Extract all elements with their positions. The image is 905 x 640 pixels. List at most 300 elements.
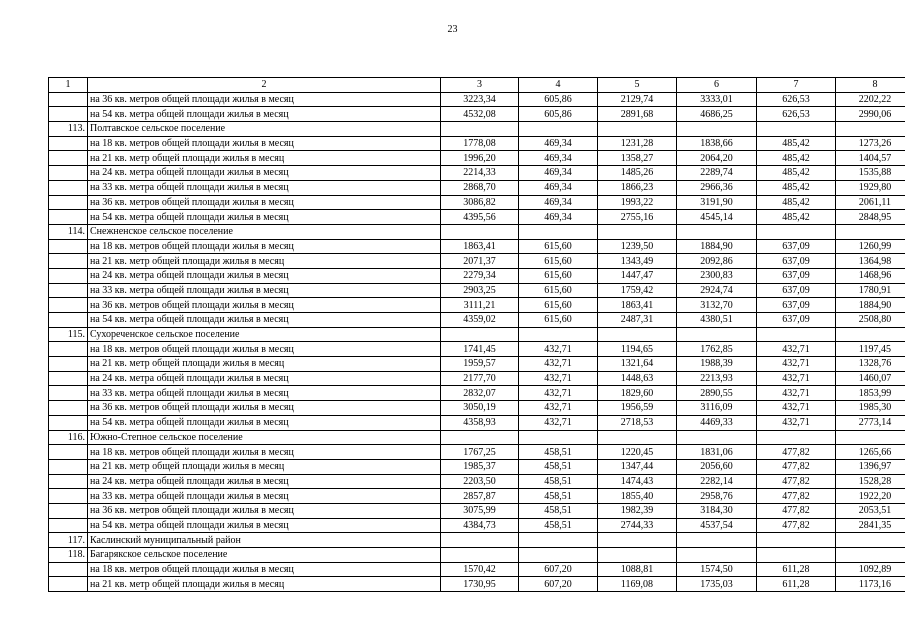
value-cell-col-3: 2214,33 bbox=[441, 166, 519, 181]
table-row bbox=[49, 107, 905, 122]
value-cell-col-8: 2773,14 bbox=[836, 415, 905, 430]
value-cell-col-7: 485,42 bbox=[757, 195, 836, 210]
header-cell: 5 bbox=[598, 78, 677, 93]
row-number bbox=[49, 518, 88, 533]
value-cell-col-5: 1982,39 bbox=[598, 503, 677, 518]
value-cell-col-7: 485,42 bbox=[757, 136, 836, 151]
row-name: Сухореченское сельское поселение bbox=[88, 327, 441, 342]
value-cell-col-8 bbox=[836, 548, 905, 563]
value-cell-col-3: 1996,20 bbox=[441, 151, 519, 166]
value-cell-col-6 bbox=[677, 122, 757, 137]
value-cell-col-7: 637,09 bbox=[757, 313, 836, 328]
table-row bbox=[49, 548, 905, 563]
table-row bbox=[49, 313, 905, 328]
value-cell-col-5: 1343,49 bbox=[598, 254, 677, 269]
value-cell-col-6: 2213,93 bbox=[677, 371, 757, 386]
table-row bbox=[49, 180, 905, 195]
value-cell-col-5: 1448,63 bbox=[598, 371, 677, 386]
header-cell: 1 bbox=[49, 78, 88, 93]
value-cell-col-7: 432,71 bbox=[757, 357, 836, 372]
row-number: 115. bbox=[49, 327, 88, 342]
value-cell-col-3: 1741,45 bbox=[441, 342, 519, 357]
value-cell-col-3: 1959,57 bbox=[441, 357, 519, 372]
value-cell-col-5: 1863,41 bbox=[598, 298, 677, 313]
value-cell-col-4: 458,51 bbox=[519, 518, 598, 533]
value-cell-col-6 bbox=[677, 548, 757, 563]
value-cell-col-6: 3333,01 bbox=[677, 92, 757, 107]
value-cell-col-7: 637,09 bbox=[757, 268, 836, 283]
row-name: на 36 кв. метров общей площади жилья в месяц bbox=[88, 401, 441, 416]
value-cell-col-5 bbox=[598, 533, 677, 548]
table-row bbox=[49, 401, 905, 416]
row-name: на 36 кв. метров общей площади жилья в месяц bbox=[88, 92, 441, 107]
table-row bbox=[49, 445, 905, 460]
value-cell-col-6: 4686,25 bbox=[677, 107, 757, 122]
value-cell-col-8 bbox=[836, 533, 905, 548]
value-cell-col-3: 1863,41 bbox=[441, 239, 519, 254]
value-cell-col-8: 1780,91 bbox=[836, 283, 905, 298]
row-number bbox=[49, 239, 88, 254]
value-cell-col-7 bbox=[757, 548, 836, 563]
value-cell-col-7: 637,09 bbox=[757, 283, 836, 298]
value-cell-col-6: 2064,20 bbox=[677, 151, 757, 166]
value-cell-col-3: 4395,56 bbox=[441, 210, 519, 225]
row-name: на 33 кв. метра общей площади жилья в месяц bbox=[88, 386, 441, 401]
value-cell-col-5: 1347,44 bbox=[598, 459, 677, 474]
value-cell-col-6: 1735,03 bbox=[677, 577, 757, 592]
table-row bbox=[49, 254, 905, 269]
table-row bbox=[49, 327, 905, 342]
value-cell-col-8: 1364,98 bbox=[836, 254, 905, 269]
table-row bbox=[49, 268, 905, 283]
row-number bbox=[49, 151, 88, 166]
value-cell-col-6: 2966,36 bbox=[677, 180, 757, 195]
row-number bbox=[49, 107, 88, 122]
row-number bbox=[49, 357, 88, 372]
value-cell-col-6: 2300,83 bbox=[677, 268, 757, 283]
row-name: на 54 кв. метра общей площади жилья в месяц bbox=[88, 518, 441, 533]
value-cell-col-8: 1468,96 bbox=[836, 268, 905, 283]
value-cell-col-4: 469,34 bbox=[519, 151, 598, 166]
value-cell-col-8: 2053,51 bbox=[836, 503, 905, 518]
row-name: на 36 кв. метров общей площади жилья в месяц bbox=[88, 298, 441, 313]
value-cell-col-6: 1988,39 bbox=[677, 357, 757, 372]
value-cell-col-5 bbox=[598, 327, 677, 342]
row-number bbox=[49, 489, 88, 504]
table-row bbox=[49, 195, 905, 210]
page-number: 23 bbox=[447, 24, 458, 35]
value-cell-col-8: 2061,11 bbox=[836, 195, 905, 210]
row-name: на 21 кв. метр общей площади жилья в месяц bbox=[88, 151, 441, 166]
value-cell-col-4: 469,34 bbox=[519, 166, 598, 181]
table-row bbox=[49, 342, 905, 357]
value-cell-col-5: 1231,28 bbox=[598, 136, 677, 151]
row-name: Каслинский муниципальный район bbox=[88, 533, 441, 548]
value-cell-col-8: 1528,28 bbox=[836, 474, 905, 489]
table-row bbox=[49, 92, 905, 107]
value-cell-col-8: 2848,95 bbox=[836, 210, 905, 225]
value-cell-col-7: 477,82 bbox=[757, 459, 836, 474]
row-name: на 54 кв. метра общей площади жилья в месяц bbox=[88, 415, 441, 430]
row-name: Полтавское сельское поселение bbox=[88, 122, 441, 137]
value-cell-col-3: 1730,95 bbox=[441, 577, 519, 592]
value-cell-col-5: 1855,40 bbox=[598, 489, 677, 504]
row-name: на 18 кв. метров общей площади жилья в месяц bbox=[88, 562, 441, 577]
value-cell-col-5: 2487,31 bbox=[598, 313, 677, 328]
value-cell-col-6: 1831,06 bbox=[677, 445, 757, 460]
row-name: на 24 кв. метра общей площади жилья в месяц bbox=[88, 166, 441, 181]
value-cell-col-5: 1474,43 bbox=[598, 474, 677, 489]
value-cell-col-4: 605,86 bbox=[519, 92, 598, 107]
value-cell-col-4: 615,60 bbox=[519, 298, 598, 313]
row-number bbox=[49, 254, 88, 269]
value-cell-col-3: 2203,50 bbox=[441, 474, 519, 489]
value-cell-col-8: 1535,88 bbox=[836, 166, 905, 181]
row-name: на 21 кв. метр общей площади жилья в месяц bbox=[88, 577, 441, 592]
row-number bbox=[49, 474, 88, 489]
table-header-row bbox=[49, 78, 905, 93]
table-row bbox=[49, 357, 905, 372]
value-cell-col-5: 1169,08 bbox=[598, 577, 677, 592]
value-cell-col-7: 485,42 bbox=[757, 151, 836, 166]
value-cell-col-8 bbox=[836, 122, 905, 137]
value-cell-col-7: 485,42 bbox=[757, 166, 836, 181]
row-name: на 18 кв. метров общей площади жилья в месяц bbox=[88, 342, 441, 357]
value-cell-col-7: 477,82 bbox=[757, 503, 836, 518]
value-cell-col-7: 611,28 bbox=[757, 577, 836, 592]
value-cell-col-8: 1853,99 bbox=[836, 386, 905, 401]
row-number bbox=[49, 577, 88, 592]
value-cell-col-3: 4358,93 bbox=[441, 415, 519, 430]
row-name: на 54 кв. метра общей площади жилья в месяц bbox=[88, 107, 441, 122]
value-cell-col-7: 611,28 bbox=[757, 562, 836, 577]
value-cell-col-5 bbox=[598, 548, 677, 563]
value-cell-col-5: 1993,22 bbox=[598, 195, 677, 210]
header-cell: 8 bbox=[836, 78, 905, 93]
row-number: 116. bbox=[49, 430, 88, 445]
table-body bbox=[49, 78, 905, 592]
value-cell-col-3: 4532,08 bbox=[441, 107, 519, 122]
row-number bbox=[49, 342, 88, 357]
value-cell-col-8: 1460,07 bbox=[836, 371, 905, 386]
value-cell-col-4 bbox=[519, 122, 598, 137]
value-cell-col-8: 2508,80 bbox=[836, 313, 905, 328]
table-row bbox=[49, 430, 905, 445]
value-cell-col-5: 2129,74 bbox=[598, 92, 677, 107]
row-number bbox=[49, 459, 88, 474]
row-number bbox=[49, 415, 88, 430]
value-cell-col-3: 2868,70 bbox=[441, 180, 519, 195]
value-cell-col-3: 2071,37 bbox=[441, 254, 519, 269]
value-cell-col-8 bbox=[836, 224, 905, 239]
header-cell: 6 bbox=[677, 78, 757, 93]
row-name: на 24 кв. метра общей площади жилья в месяц bbox=[88, 474, 441, 489]
row-name: на 36 кв. метров общей площади жилья в месяц bbox=[88, 195, 441, 210]
value-cell-col-5: 1220,45 bbox=[598, 445, 677, 460]
value-cell-col-5 bbox=[598, 122, 677, 137]
value-cell-col-5: 2891,68 bbox=[598, 107, 677, 122]
row-name: на 24 кв. метра общей площади жилья в месяц bbox=[88, 268, 441, 283]
value-cell-col-5 bbox=[598, 224, 677, 239]
value-cell-col-4: 615,60 bbox=[519, 283, 598, 298]
value-cell-col-7: 477,82 bbox=[757, 474, 836, 489]
value-cell-col-3: 1985,37 bbox=[441, 459, 519, 474]
value-cell-col-6: 4537,54 bbox=[677, 518, 757, 533]
value-cell-col-3: 2903,25 bbox=[441, 283, 519, 298]
value-cell-col-5: 2755,16 bbox=[598, 210, 677, 225]
row-number bbox=[49, 136, 88, 151]
value-cell-col-8: 1929,80 bbox=[836, 180, 905, 195]
tariff-table bbox=[48, 77, 905, 592]
value-cell-col-3 bbox=[441, 224, 519, 239]
value-cell-col-6: 4469,33 bbox=[677, 415, 757, 430]
value-cell-col-3: 3223,34 bbox=[441, 92, 519, 107]
row-number bbox=[49, 386, 88, 401]
value-cell-col-3: 3086,82 bbox=[441, 195, 519, 210]
value-cell-col-5: 2744,33 bbox=[598, 518, 677, 533]
value-cell-col-4: 615,60 bbox=[519, 268, 598, 283]
value-cell-col-4: 432,71 bbox=[519, 357, 598, 372]
value-cell-col-4: 458,51 bbox=[519, 503, 598, 518]
table-row bbox=[49, 518, 905, 533]
table-row bbox=[49, 371, 905, 386]
value-cell-col-4 bbox=[519, 327, 598, 342]
value-cell-col-3 bbox=[441, 327, 519, 342]
value-cell-col-5: 1358,27 bbox=[598, 151, 677, 166]
value-cell-col-4: 432,71 bbox=[519, 415, 598, 430]
value-cell-col-8: 1173,16 bbox=[836, 577, 905, 592]
table-row bbox=[49, 533, 905, 548]
row-number bbox=[49, 313, 88, 328]
value-cell-col-3 bbox=[441, 548, 519, 563]
value-cell-col-4: 432,71 bbox=[519, 342, 598, 357]
value-cell-col-3 bbox=[441, 533, 519, 548]
value-cell-col-4: 458,51 bbox=[519, 445, 598, 460]
value-cell-col-8: 1884,90 bbox=[836, 298, 905, 313]
value-cell-col-7: 432,71 bbox=[757, 415, 836, 430]
row-name: на 54 кв. метра общей площади жилья в месяц bbox=[88, 313, 441, 328]
value-cell-col-4: 458,51 bbox=[519, 489, 598, 504]
value-cell-col-4: 615,60 bbox=[519, 239, 598, 254]
value-cell-col-5: 1239,50 bbox=[598, 239, 677, 254]
row-number bbox=[49, 283, 88, 298]
value-cell-col-3: 1778,08 bbox=[441, 136, 519, 151]
row-name: Южно-Степное сельское поселение bbox=[88, 430, 441, 445]
value-cell-col-4: 607,20 bbox=[519, 562, 598, 577]
value-cell-col-4 bbox=[519, 533, 598, 548]
value-cell-col-8: 1092,89 bbox=[836, 562, 905, 577]
value-cell-col-4: 469,34 bbox=[519, 136, 598, 151]
value-cell-col-8: 1985,30 bbox=[836, 401, 905, 416]
value-cell-col-8: 1273,26 bbox=[836, 136, 905, 151]
value-cell-col-6: 3191,90 bbox=[677, 195, 757, 210]
value-cell-col-6 bbox=[677, 327, 757, 342]
value-cell-col-5: 1321,64 bbox=[598, 357, 677, 372]
table-row bbox=[49, 151, 905, 166]
value-cell-col-7: 477,82 bbox=[757, 445, 836, 460]
row-number bbox=[49, 503, 88, 518]
value-cell-col-5 bbox=[598, 430, 677, 445]
value-cell-col-6: 1574,50 bbox=[677, 562, 757, 577]
value-cell-col-4: 432,71 bbox=[519, 386, 598, 401]
value-cell-col-3: 4359,02 bbox=[441, 313, 519, 328]
row-number bbox=[49, 298, 88, 313]
header-cell: 3 bbox=[441, 78, 519, 93]
value-cell-col-5: 1088,81 bbox=[598, 562, 677, 577]
row-name: на 18 кв. метров общей площади жилья в месяц bbox=[88, 445, 441, 460]
row-name: на 24 кв. метра общей площади жилья в месяц bbox=[88, 371, 441, 386]
table-row bbox=[49, 283, 905, 298]
value-cell-col-7: 432,71 bbox=[757, 401, 836, 416]
value-cell-col-6: 1838,66 bbox=[677, 136, 757, 151]
value-cell-col-8: 1328,76 bbox=[836, 357, 905, 372]
row-name: на 33 кв. метра общей площади жилья в месяц bbox=[88, 283, 441, 298]
value-cell-col-7 bbox=[757, 327, 836, 342]
value-cell-col-7: 477,82 bbox=[757, 489, 836, 504]
value-cell-col-3: 1570,42 bbox=[441, 562, 519, 577]
row-name: Снежненское сельское поселение bbox=[88, 224, 441, 239]
value-cell-col-5: 1759,42 bbox=[598, 283, 677, 298]
value-cell-col-7 bbox=[757, 430, 836, 445]
value-cell-col-6: 3132,70 bbox=[677, 298, 757, 313]
row-name: на 18 кв. метров общей площади жилья в месяц bbox=[88, 136, 441, 151]
table-row bbox=[49, 386, 905, 401]
row-number bbox=[49, 210, 88, 225]
row-number: 117. bbox=[49, 533, 88, 548]
value-cell-col-3: 3111,21 bbox=[441, 298, 519, 313]
value-cell-col-8 bbox=[836, 327, 905, 342]
row-name: на 54 кв. метра общей площади жилья в месяц bbox=[88, 210, 441, 225]
value-cell-col-8: 1396,97 bbox=[836, 459, 905, 474]
value-cell-col-6 bbox=[677, 224, 757, 239]
value-cell-col-7: 637,09 bbox=[757, 298, 836, 313]
table-row bbox=[49, 239, 905, 254]
row-number bbox=[49, 92, 88, 107]
value-cell-col-6: 2282,14 bbox=[677, 474, 757, 489]
value-cell-col-6 bbox=[677, 533, 757, 548]
table-row bbox=[49, 210, 905, 225]
value-cell-col-7: 485,42 bbox=[757, 210, 836, 225]
value-cell-col-6: 2924,74 bbox=[677, 283, 757, 298]
row-number bbox=[49, 371, 88, 386]
value-cell-col-4: 605,86 bbox=[519, 107, 598, 122]
value-cell-col-6: 1762,85 bbox=[677, 342, 757, 357]
value-cell-col-3: 2857,87 bbox=[441, 489, 519, 504]
value-cell-col-6: 2890,55 bbox=[677, 386, 757, 401]
value-cell-col-5: 1485,26 bbox=[598, 166, 677, 181]
value-cell-col-5: 1829,60 bbox=[598, 386, 677, 401]
row-number bbox=[49, 562, 88, 577]
row-number bbox=[49, 268, 88, 283]
row-number bbox=[49, 401, 88, 416]
value-cell-col-8: 1260,99 bbox=[836, 239, 905, 254]
value-cell-col-6: 4545,14 bbox=[677, 210, 757, 225]
row-number bbox=[49, 445, 88, 460]
row-number bbox=[49, 195, 88, 210]
table-row bbox=[49, 122, 905, 137]
table-row bbox=[49, 459, 905, 474]
value-cell-col-4 bbox=[519, 548, 598, 563]
value-cell-col-4: 469,34 bbox=[519, 195, 598, 210]
value-cell-col-5: 1956,59 bbox=[598, 401, 677, 416]
row-name: на 33 кв. метра общей площади жилья в месяц bbox=[88, 180, 441, 195]
value-cell-col-8: 2202,22 bbox=[836, 92, 905, 107]
value-cell-col-6: 2056,60 bbox=[677, 459, 757, 474]
row-name: на 36 кв. метров общей площади жилья в месяц bbox=[88, 503, 441, 518]
value-cell-col-4: 432,71 bbox=[519, 401, 598, 416]
value-cell-col-3: 2177,70 bbox=[441, 371, 519, 386]
value-cell-col-4: 615,60 bbox=[519, 313, 598, 328]
value-cell-col-5: 1194,65 bbox=[598, 342, 677, 357]
value-cell-col-3: 2832,07 bbox=[441, 386, 519, 401]
value-cell-col-7: 637,09 bbox=[757, 239, 836, 254]
row-name: Багарякское сельское поселение bbox=[88, 548, 441, 563]
value-cell-col-3: 4384,73 bbox=[441, 518, 519, 533]
header-cell: 4 bbox=[519, 78, 598, 93]
value-cell-col-4: 607,20 bbox=[519, 577, 598, 592]
value-cell-col-3: 2279,34 bbox=[441, 268, 519, 283]
value-cell-col-7 bbox=[757, 122, 836, 137]
row-name: на 18 кв. метров общей площади жилья в месяц bbox=[88, 239, 441, 254]
value-cell-col-7: 432,71 bbox=[757, 386, 836, 401]
value-cell-col-7: 626,53 bbox=[757, 107, 836, 122]
row-number bbox=[49, 180, 88, 195]
row-number bbox=[49, 166, 88, 181]
row-name: на 33 кв. метра общей площади жилья в месяц bbox=[88, 489, 441, 504]
table-row bbox=[49, 562, 905, 577]
value-cell-col-7: 485,42 bbox=[757, 180, 836, 195]
value-cell-col-6: 2092,86 bbox=[677, 254, 757, 269]
value-cell-col-8: 1197,45 bbox=[836, 342, 905, 357]
value-cell-col-7 bbox=[757, 224, 836, 239]
table-row bbox=[49, 489, 905, 504]
value-cell-col-4: 615,60 bbox=[519, 254, 598, 269]
value-cell-col-3: 1767,25 bbox=[441, 445, 519, 460]
row-name: на 21 кв. метр общей площади жилья в месяц bbox=[88, 459, 441, 474]
value-cell-col-7: 637,09 bbox=[757, 254, 836, 269]
value-cell-col-4: 458,51 bbox=[519, 474, 598, 489]
value-cell-col-6: 2958,76 bbox=[677, 489, 757, 504]
value-cell-col-8: 1265,66 bbox=[836, 445, 905, 460]
table-row bbox=[49, 577, 905, 592]
value-cell-col-8 bbox=[836, 430, 905, 445]
table-row bbox=[49, 298, 905, 313]
value-cell-col-4: 469,34 bbox=[519, 180, 598, 195]
table-row bbox=[49, 474, 905, 489]
table-row bbox=[49, 136, 905, 151]
value-cell-col-6 bbox=[677, 430, 757, 445]
header-cell: 7 bbox=[757, 78, 836, 93]
row-number: 113. bbox=[49, 122, 88, 137]
value-cell-col-5: 2718,53 bbox=[598, 415, 677, 430]
table-row bbox=[49, 166, 905, 181]
value-cell-col-5: 1447,47 bbox=[598, 268, 677, 283]
value-cell-col-6: 3116,09 bbox=[677, 401, 757, 416]
value-cell-col-3: 3050,19 bbox=[441, 401, 519, 416]
table-row bbox=[49, 503, 905, 518]
value-cell-col-4: 432,71 bbox=[519, 371, 598, 386]
value-cell-col-7 bbox=[757, 533, 836, 548]
table-row bbox=[49, 224, 905, 239]
value-cell-col-4 bbox=[519, 224, 598, 239]
row-number: 118. bbox=[49, 548, 88, 563]
value-cell-col-7: 432,71 bbox=[757, 342, 836, 357]
value-cell-col-7: 626,53 bbox=[757, 92, 836, 107]
value-cell-col-5: 1866,23 bbox=[598, 180, 677, 195]
value-cell-col-6: 3184,30 bbox=[677, 503, 757, 518]
row-number: 114. bbox=[49, 224, 88, 239]
value-cell-col-4: 458,51 bbox=[519, 459, 598, 474]
